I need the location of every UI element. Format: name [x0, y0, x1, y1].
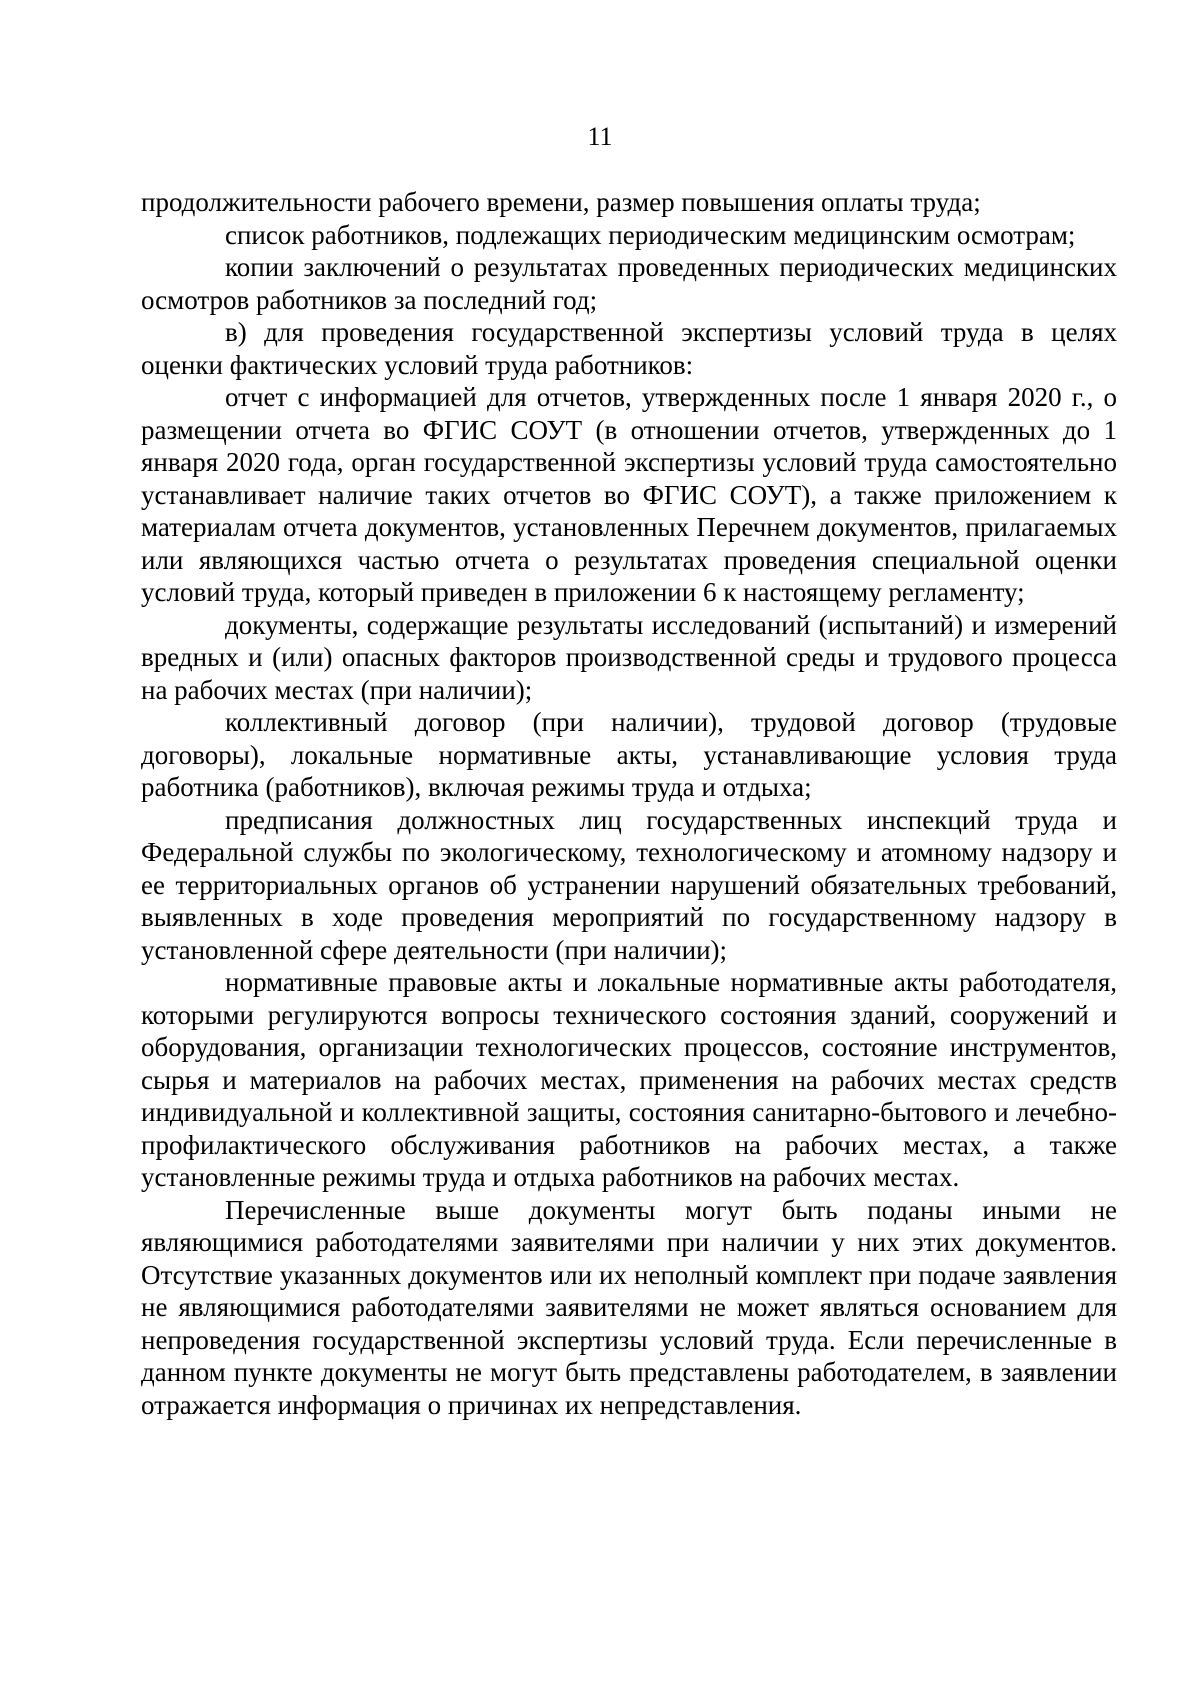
- paragraph: в) для проведения государственной экспертизы условий труда в целях оценки фактических условий труда работников:: [141, 317, 1117, 380]
- paragraph: коллективный договор (при наличии), трудовой договор (трудовые договоры), локальные нормативные акты, устанавливающие условия труда работника (работников), включая режимы труда и отдыха;: [141, 707, 1117, 802]
- paragraph: Перечисленные выше документы могут быть поданы иными не являющимися работодателями заявителями при наличии у них этих документов. Отсутствие указанных документов или их неполный комплект при подаче заявления не являющимися работодателями заявителями не может являться основанием для непроведения государственной экспертизы условий труда. Если перечисленные в данном пункте документы не могут быть представлены работодателем, в заявлении отражается информация о причинах их непредставления.: [141, 1194, 1117, 1420]
- paragraph: нормативные правовые акты и локальные нормативные акты работодателя, которыми регулируются вопросы технического состояния зданий, сооружений и оборудования, организации технологических процессов, состояние инструментов, сырья и материалов на рабочих местах, применения на рабочих местах средств индивидуальной и коллективной защиты, состояния санитарно-бытового и лечебно-профилактического обслуживания работников на рабочих местах, а также установленные режимы труда и отдыха работников на рабочих местах.: [141, 967, 1117, 1192]
- page-number: 11: [587, 122, 613, 151]
- paragraph: документы, содержащие результаты исследований (испытаний) и измерений вредных и (или) опасных факторов производственной среды и трудового процесса на рабочих местах (при наличии);: [141, 609, 1117, 705]
- paragraph: копии заключений о результатах проведенных периодических медицинских осмотров работников за последний год;: [141, 252, 1117, 315]
- document-body: [141, 186, 1117, 1421]
- paragraph: отчет с информацией для отчетов, утвержденных после 1 января 2020 г., о размещении отчета во ФГИС СОУТ (в отношении отчетов, утвержденных до 1 января 2020 года, орган государственной экспертизы условий труда самостоятельно устанавливает наличие таких отчетов во ФГИС СОУТ), а также приложением к материалам отчета документов, установленных Перечнем документов, прилагаемых или являющихся частью отчета о результатах проведения специальной оценки условий труда, который приведен в приложении 6 к настоящему регламенту;: [141, 382, 1117, 607]
- paragraph: предписания должностных лиц государственных инспекций труда и Федеральной службы по экологическому, технологическому и атомному надзору и ее территориальных органов об устранении нарушений обязательных требований, выявленных в ходе проведения мероприятий по государственному надзору в установленной сфере деятельности (при наличии);: [141, 804, 1117, 965]
- paragraph: продолжительности рабочего времени, размер повышения оплаты труда;: [141, 187, 981, 217]
- paragraph: список работников, подлежащих периодическим медицинским осмотрам;: [225, 219, 1076, 250]
